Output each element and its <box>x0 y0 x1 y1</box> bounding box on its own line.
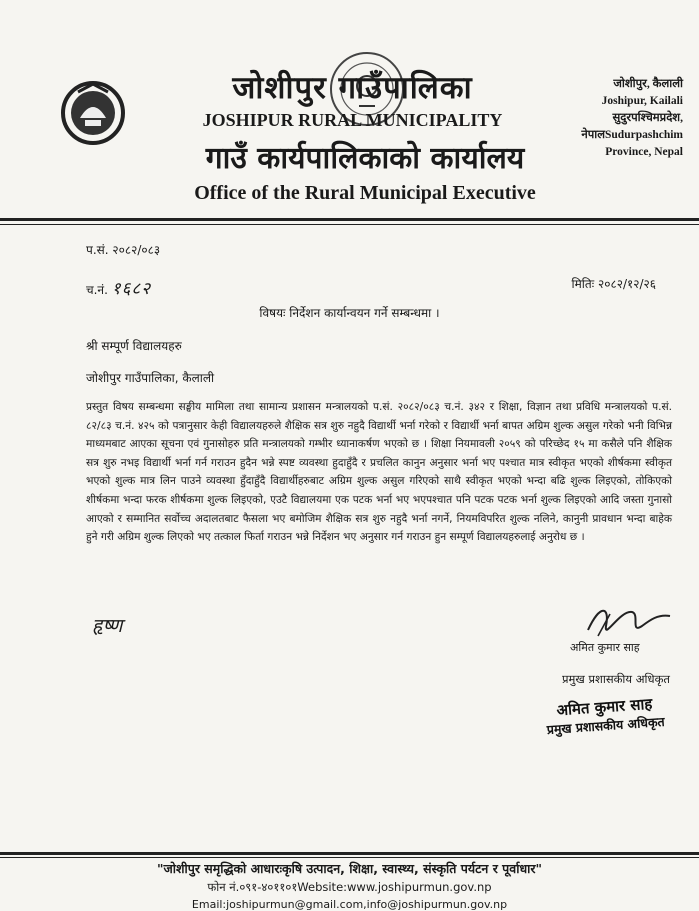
reference-label: च.नं. <box>86 283 108 297</box>
footer-divider <box>0 852 699 855</box>
nepal-emblem-icon <box>58 78 128 148</box>
recipient-line-1: श्री सम्पूर्ण विद्यालयहरु <box>86 339 182 353</box>
fiscal-year: प.सं. २०८२/०८३ <box>86 243 161 257</box>
handwritten-initial: हृष्ण <box>92 615 123 637</box>
office-name-english: Office of the Rural Municipal Executive <box>194 182 536 204</box>
address-line: जोशीपुर, कैलाली <box>613 78 683 90</box>
recipient-line-2: जोशीपुर गाउँपालिका, कैलाली <box>86 371 215 385</box>
official-stamp <box>529 692 681 739</box>
letter-date: मितिः २०८२/१२/२६ <box>571 277 656 291</box>
office-address <box>533 76 683 161</box>
footer-motto: "जोशीपुर समृद्धिको आधारःकृषि उत्पादन, शिक्षा, स्वास्थ्य, संस्कृति पर्यटन र पूर्वाधार" <box>156 861 543 876</box>
municipality-name-nepali: जोशीपुर गाउँपालिका <box>232 70 473 106</box>
municipality-name-english: JOSHIPUR RURAL MUNICIPALITY <box>202 110 503 130</box>
office-name-nepali: गाउँ कार्यपालिकाको कार्यालय <box>205 141 525 176</box>
letter-subject: विषयः निर्देशन कार्यान्वयन गर्ने सम्बन्धमा । <box>259 306 440 320</box>
reference-number <box>86 276 151 299</box>
footer-divider-thin <box>0 857 699 858</box>
reference-value: १६८२ <box>111 279 152 299</box>
stamp-title: प्रमुख प्रशासकीय अधिकृत <box>546 713 666 738</box>
address-line: नेपालSudurpashchim <box>581 129 683 141</box>
signatory-name: अमित कुमार साह <box>570 641 640 654</box>
address-line: Province, Nepal <box>605 146 683 158</box>
signatory-title: प्रमुख प्रशासकीय अधिकृत <box>562 672 670 686</box>
address-line: Joshipur, Kailali <box>601 95 683 107</box>
header-divider-thin <box>0 224 699 225</box>
header-divider <box>0 218 699 221</box>
footer-email: Email:joshipurmun@gmail.com,info@joshipurmun.gov.np <box>191 898 508 911</box>
stamp-name: अमित कुमार साह <box>555 694 653 720</box>
address-line: सुदुरपश्चिमप्रदेश, <box>612 112 683 124</box>
footer-contact: फोन नं.०९१-४०११०१Website:www.joshipurmun.gov.np <box>207 880 492 894</box>
letter-body: प्रस्तुत विषय सम्बन्धमा सङ्घीय मामिला तथा सामान्य प्रशासन मन्त्रालयको प.सं. २०८२/०८३ च.नं. ३४२ र शिक्षा, विज्ञान तथा प्रविधि मन्त्रालयको प.सं. ८२/८३ च.नं. ४२५ को पत्रानुसार केही विद्यालयहरुले शैक्षिक सत्र शुरु नहुदै विद्यार्थी भर्ना गरेको र विद्यार्थी भर्ना बापत अग्रिम शुल्क असुल गरेको भनी विभिन्न माध्यमबाट आएका सूचना एवं गुनासोहरु प्रति मन्त्रालयको गम्भीर ध्यानाकर्षण भएको छ । शिक्षा नियमावली २०५९ को परिच्छेद १५ मा कसैले पनि शैक्षिक सत्र शुरु नभइ विद्यार्थी भर्ना गर्न गराउन हुदैन भन्ने स्पष्ट व्यवस्था हुदाहुँदै र प्रचलित कानुन अनुसार भर्ना भए पश्चात मात्र स्वीकृत भएको शीर्षकमा स्वीकृत भएको शुल्क मात्र लिन पाउने व्यवस्था हुँदाहुँदै विद्यार्थीहरुबाट अग्रिम शुल्क असुल गरिएको साथै स्वीकृत भएको भन्दा बढि शुल्क लिइएको, तोकिएको शीर्षकमा भन्दा फरक शीर्षकमा शुल्क लिइएको, एउटै विद्यालयमा एक पटक भर्ना भए भएपश्चात पनि पटक पटक भर्ना शुल्क लिइएको आदि जस्ता गुनासो आएको र सम्मानित सर्वोच्च अदालतबाट फैसला भए बमोजिम शैक्षिक सत्र शुरु नहुदै भर्ना नगर्ने, नियमविपरित शुल्क नलिने, कानुनी प्रावधान भन्दा बाहेक हुने गरी अग्रिम शुल्क लिएको भए तत्काल फिर्ता गराउन भन्ने निर्देशन भए अनुसार गर्न गराउन हुन सम्पूर्ण विद्यालयहरुलाई अनुरोध छ । <box>86 401 672 544</box>
